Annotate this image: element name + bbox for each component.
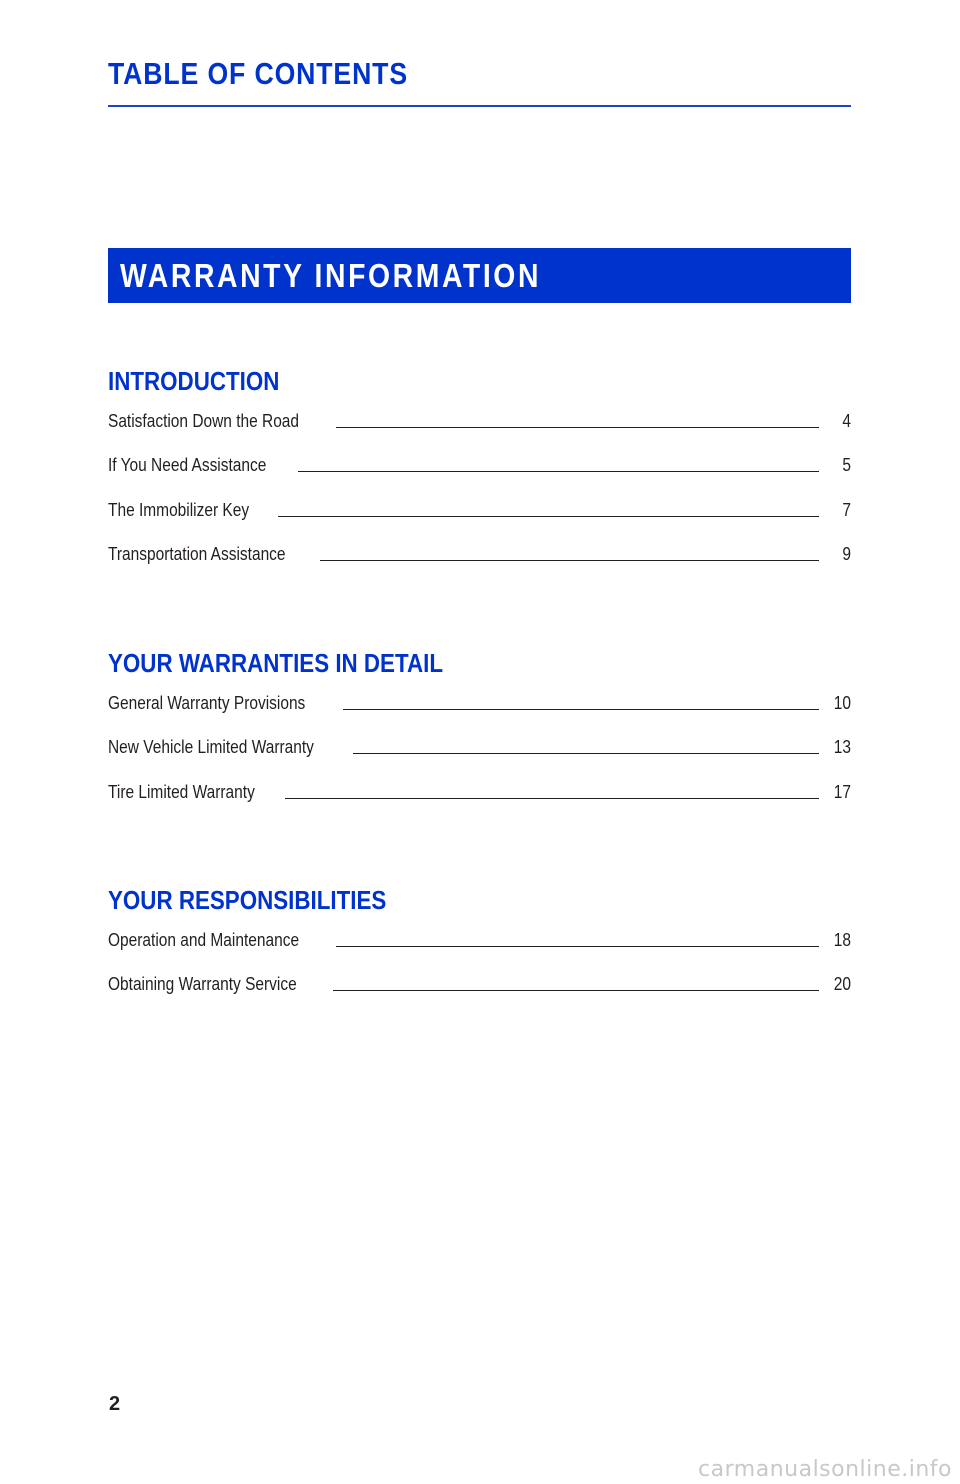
toc-entry[interactable]: [108, 757, 851, 802]
toc-entry[interactable]: [108, 431, 851, 476]
toc-entry-page: 5: [842, 455, 851, 475]
toc-entry-label: Transportation Assistance: [108, 544, 286, 564]
dot-leader: [285, 798, 819, 799]
dot-leader: [336, 946, 819, 947]
toc-entry-label: General Warranty Provisions: [108, 692, 306, 713]
toc-entry[interactable]: [108, 668, 851, 713]
dot-leader: [343, 709, 819, 710]
section-heading: YOUR RESPONSIBILITIES: [108, 885, 387, 915]
banner-title: WARRANTY INFORMATION: [120, 257, 542, 294]
page-title: TABLE OF CONTENTS: [108, 56, 408, 91]
section-banner: [108, 248, 851, 303]
toc-entry[interactable]: [108, 905, 851, 950]
toc-entry-label: New Vehicle Limited Warranty: [108, 737, 314, 757]
dot-leader: [320, 560, 819, 561]
toc-entry[interactable]: [108, 713, 851, 758]
toc-entry-page: 4: [842, 410, 851, 431]
toc-entry-page: 7: [842, 499, 851, 520]
toc-entry[interactable]: [108, 950, 851, 995]
page-number: 2: [109, 1393, 121, 1415]
toc-entry[interactable]: [108, 386, 851, 431]
section-introduction: [108, 366, 851, 564]
watermark: carmanualsonline.info: [698, 1457, 952, 1482]
dot-leader: [336, 427, 819, 428]
toc-entry-label: Satisfaction Down the Road: [108, 410, 300, 431]
title-rule: [108, 105, 851, 107]
section-heading: INTRODUCTION: [108, 366, 280, 396]
toc-entry[interactable]: [108, 475, 851, 520]
toc-entry-page: 18: [833, 929, 851, 950]
dot-leader: [333, 990, 819, 991]
section-heading: YOUR WARRANTIES IN DETAIL: [108, 648, 443, 678]
dot-leader: [278, 516, 819, 517]
toc-entry-page: 20: [833, 974, 851, 994]
toc-entry-page: 13: [833, 737, 851, 757]
section-responsibilities: [108, 885, 851, 994]
toc-entry-label: The Immobilizer Key: [108, 499, 250, 520]
toc-entry-page: 9: [842, 544, 851, 564]
section-warranties-detail: [108, 648, 851, 802]
toc-entry[interactable]: [108, 520, 851, 565]
toc-entry-page: 10: [833, 692, 851, 713]
toc-entry-page: 17: [833, 781, 851, 802]
toc-entry-label: Operation and Maintenance: [108, 929, 300, 950]
toc-entry-label: If You Need Assistance: [108, 455, 267, 475]
toc-entry-label: Obtaining Warranty Service: [108, 974, 297, 994]
toc-entry-label: Tire Limited Warranty: [108, 781, 255, 802]
dot-leader: [353, 753, 819, 754]
dot-leader: [298, 471, 819, 472]
